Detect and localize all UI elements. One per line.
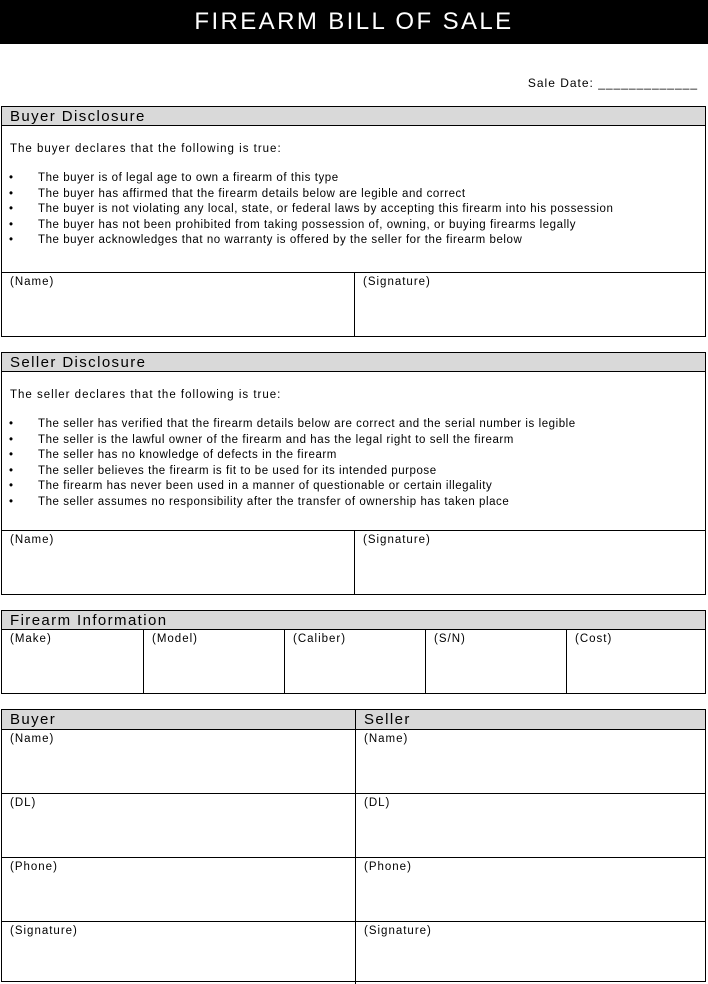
buyer-dl-field[interactable] xyxy=(2,794,355,857)
seller-heading: Seller xyxy=(355,710,705,729)
seller-signature-field[interactable] xyxy=(355,922,705,984)
buyer-name-field[interactable] xyxy=(2,730,355,793)
field-label: (Signature) xyxy=(364,925,432,937)
list-item: • The seller assumes no responsibility after the transfer of ownership has taken place xyxy=(2,495,705,511)
field-label: (Name) xyxy=(10,733,55,745)
make-field[interactable] xyxy=(2,630,143,693)
field-label: (S/N) xyxy=(434,633,466,645)
field-label: (Name) xyxy=(364,733,409,745)
field-label: (Model) xyxy=(152,633,198,645)
buyer-signature-field[interactable] xyxy=(2,922,355,984)
parties-section xyxy=(1,709,706,982)
field-label: (Signature) xyxy=(10,925,78,937)
list-item: • The buyer acknowledges that no warranty is offered by the seller for the firearm below xyxy=(2,233,705,249)
buyer-disclosure-signature-row xyxy=(2,272,705,336)
document-title: FIREARM BILL OF SALE xyxy=(0,0,708,44)
list-item: • The buyer has affirmed that the firearm details below are legible and correct xyxy=(2,187,705,203)
buyer-disclosure-signature-field[interactable] xyxy=(354,273,705,336)
buyer-disclosure-intro: The buyer declares that the following is true: xyxy=(10,143,282,155)
seller-disclosure-signature-field[interactable] xyxy=(354,531,705,594)
buyer-phone-field[interactable] xyxy=(2,858,355,921)
field-label: (Name) xyxy=(10,276,55,288)
field-label: (Caliber) xyxy=(293,633,347,645)
firearm-information-section xyxy=(1,610,706,694)
field-label: (Name) xyxy=(10,534,55,546)
list-item: • The seller has verified that the firearm details below are correct and the serial number is legible xyxy=(2,417,705,433)
seller-dl-field[interactable] xyxy=(355,794,705,857)
seller-disclosure-section xyxy=(1,352,706,595)
firearm-information-heading: Firearm Information xyxy=(2,611,705,630)
field-label: (Signature) xyxy=(363,276,431,288)
list-item: • The firearm has never been used in a manner of questionable or certain illegality xyxy=(2,479,705,495)
seller-name-field[interactable] xyxy=(355,730,705,793)
field-label: (Make) xyxy=(10,633,52,645)
caliber-field[interactable] xyxy=(284,630,425,693)
buyer-disclosure-heading: Buyer Disclosure xyxy=(2,107,705,126)
field-label: (Phone) xyxy=(10,861,58,873)
buyer-disclosure-section xyxy=(1,106,706,337)
field-label: (DL) xyxy=(364,797,391,809)
list-item: • The seller has no knowledge of defects in the firearm xyxy=(2,448,705,464)
seller-declarations-list xyxy=(2,417,705,510)
field-label: (DL) xyxy=(10,797,37,809)
serial-number-field[interactable] xyxy=(425,630,566,693)
field-label: (Phone) xyxy=(364,861,412,873)
buyer-heading: Buyer xyxy=(10,711,57,728)
buyer-disclosure-name-field[interactable] xyxy=(2,273,354,336)
model-field[interactable] xyxy=(143,630,284,693)
buyer-declarations-list xyxy=(2,171,705,249)
list-item: • The seller is the lawful owner of the firearm and has the legal right to sell the firearm xyxy=(2,433,705,449)
sale-date-field[interactable]: Sale Date: _____________ xyxy=(527,76,698,90)
cost-field[interactable] xyxy=(566,630,705,693)
seller-disclosure-signature-row xyxy=(2,530,705,594)
seller-phone-field[interactable] xyxy=(355,858,705,921)
seller-disclosure-heading: Seller Disclosure xyxy=(2,353,705,372)
list-item: • The buyer is of legal age to own a firearm of this type xyxy=(2,171,705,187)
list-item: • The seller believes the firearm is fit to be used for its intended purpose xyxy=(2,464,705,480)
field-label: (Cost) xyxy=(575,633,613,645)
list-item: • The buyer has not been prohibited from taking possession of, owning, or buying firearms legally xyxy=(2,218,705,234)
list-item: • The buyer is not violating any local, state, or federal laws by accepting this firearm into his possession xyxy=(2,202,705,218)
seller-disclosure-intro: The seller declares that the following is true: xyxy=(10,389,282,401)
field-label: (Signature) xyxy=(363,534,431,546)
seller-disclosure-name-field[interactable] xyxy=(2,531,354,594)
